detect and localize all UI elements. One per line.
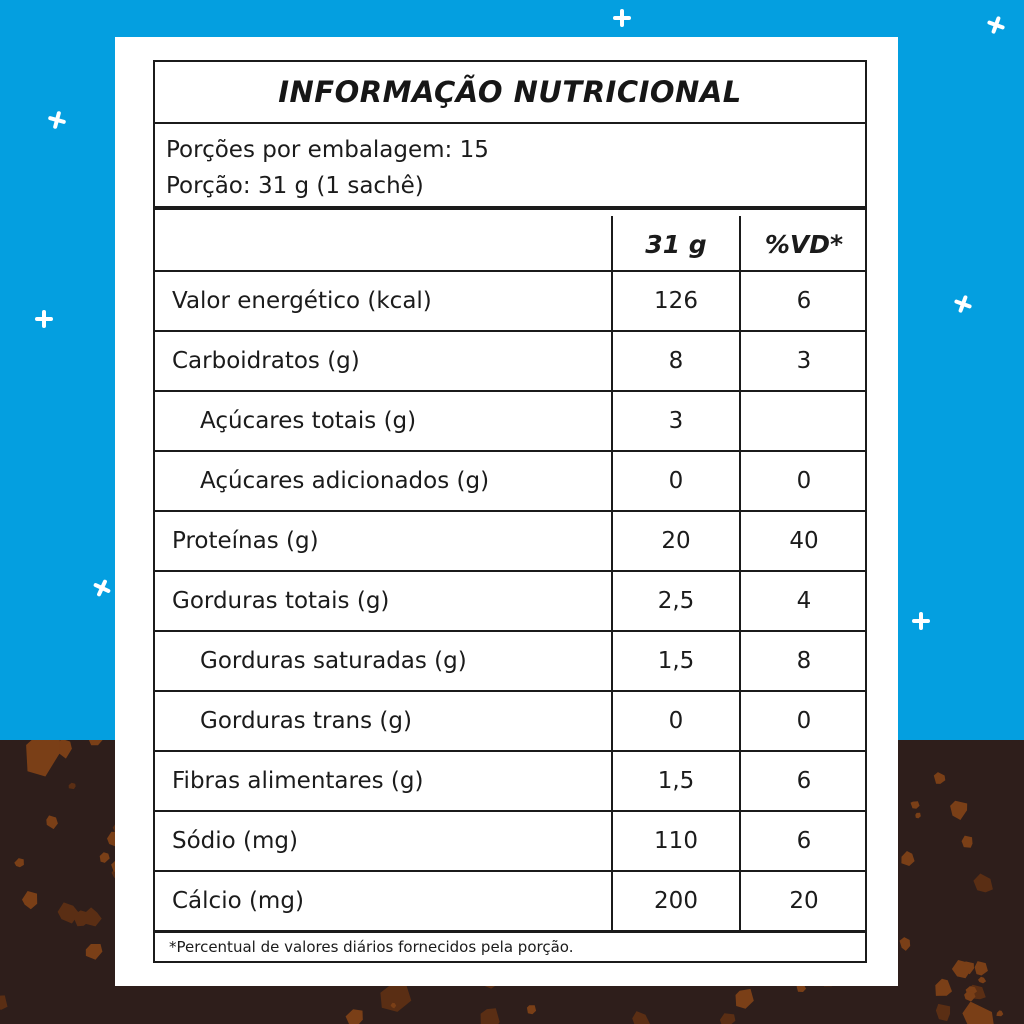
nutrient-amount: 20 [611, 512, 739, 570]
rock-chunk-icon [996, 1010, 1003, 1016]
nutrient-name: Sódio (mg) [172, 828, 298, 854]
nutrient-daily-value: 0 [739, 452, 867, 510]
rock-chunk-icon [934, 772, 946, 784]
table-row [155, 572, 865, 632]
rock-chunk-icon [962, 1002, 994, 1024]
rock-chunk-icon [973, 874, 993, 893]
rock-chunk-icon [46, 815, 58, 829]
plus-sparkle-icon [37, 312, 51, 326]
plus-sparkle-icon [987, 16, 1005, 34]
rock-chunk-icon [975, 961, 988, 975]
servings-per-package: Porções por embalagem: 15 [166, 137, 489, 163]
rock-chunk-icon [0, 995, 8, 1010]
plus-sparkle-icon [93, 579, 112, 598]
rock-chunk-icon [915, 813, 921, 819]
rock-chunk-icon [481, 1008, 500, 1024]
table-row [155, 752, 865, 812]
nutrient-amount: 1,5 [611, 752, 739, 810]
nutrient-amount: 110 [611, 812, 739, 870]
rock-chunk-icon [88, 740, 103, 745]
nutrient-amount: 3 [611, 392, 739, 450]
table-row [155, 512, 865, 572]
rock-chunk-icon [14, 858, 24, 867]
nutrient-daily-value: 40 [739, 512, 867, 570]
nutrient-name: Fibras alimentares (g) [172, 768, 424, 794]
nutrient-amount: 2,5 [611, 572, 739, 630]
rock-chunk-icon [978, 977, 986, 984]
rock-chunk-icon [911, 801, 920, 809]
nutrient-name: Proteínas (g) [172, 528, 319, 554]
table-row [155, 692, 865, 752]
rock-chunk-icon [527, 1005, 536, 1014]
rock-chunk-icon [964, 991, 975, 1002]
serving-size: Porção: 31 g (1 sachê) [166, 173, 424, 199]
rock-chunk-icon [26, 740, 60, 777]
plus-sparkle-icon [48, 111, 65, 128]
rock-chunk-icon [380, 983, 411, 1012]
header-daily-value: %VD* [739, 216, 867, 272]
nutrient-amount: 1,5 [611, 632, 739, 690]
nutrient-amount: 126 [611, 272, 739, 330]
table-row [155, 872, 865, 932]
rock-chunk-icon [950, 801, 967, 820]
nutrient-daily-value [739, 392, 867, 450]
nutrient-amount: 8 [611, 332, 739, 390]
nutrient-daily-value: 6 [739, 272, 867, 330]
nutrient-name: Valor energético (kcal) [172, 288, 432, 314]
header-per-portion: 31 g [611, 216, 739, 272]
nutrient-name: Açúcares adicionados (g) [200, 468, 490, 494]
nutrient-daily-value: 0 [739, 692, 867, 750]
nutrient-name: Gorduras totais (g) [172, 588, 390, 614]
rock-chunk-icon [720, 1013, 736, 1024]
table-row [155, 812, 865, 872]
table-row [155, 452, 865, 512]
plus-sparkle-icon [954, 295, 972, 313]
rock-chunk-icon [100, 852, 110, 863]
nutrient-daily-value: 20 [739, 872, 867, 930]
table-row [155, 332, 865, 392]
nutrient-name: Carboidratos (g) [172, 348, 360, 374]
nutrient-name: Açúcares totais (g) [200, 408, 417, 434]
nutrient-daily-value: 4 [739, 572, 867, 630]
table-header-row [155, 210, 865, 272]
rock-chunk-icon [736, 989, 754, 1009]
serving-info [155, 124, 865, 210]
nutrient-daily-value: 8 [739, 632, 867, 690]
rock-chunk-icon [632, 1011, 650, 1024]
rock-chunk-icon [22, 891, 37, 909]
nutrient-name: Gorduras trans (g) [200, 708, 412, 734]
nutrition-card [115, 37, 898, 986]
nutrient-amount: 0 [611, 452, 739, 510]
rock-chunk-icon [935, 979, 952, 996]
rock-chunk-icon [962, 836, 973, 848]
nutrient-amount: 200 [611, 872, 739, 930]
rock-chunk-icon [900, 937, 911, 951]
nutrient-daily-value: 6 [739, 812, 867, 870]
nutrient-name: Cálcio (mg) [172, 888, 304, 914]
table-row [155, 632, 865, 692]
plus-sparkle-icon [615, 11, 629, 25]
nutrient-amount: 0 [611, 692, 739, 750]
rock-chunk-icon [346, 1009, 363, 1024]
nutrient-name: Gorduras saturadas (g) [200, 648, 467, 674]
rock-chunk-icon [69, 783, 76, 789]
nutrient-daily-value: 6 [739, 752, 867, 810]
nutrient-rows [155, 210, 865, 932]
nutrient-daily-value: 3 [739, 332, 867, 390]
rock-chunk-icon [86, 944, 103, 960]
nutrition-table [153, 60, 867, 963]
table-row [155, 392, 865, 452]
table-row [155, 272, 865, 332]
plus-sparkle-icon [914, 614, 928, 628]
rock-chunk-icon [901, 851, 914, 866]
footnote: *Percentual de valores diários fornecidos pela porção. [155, 931, 865, 961]
table-title: INFORMAÇÃO NUTRICIONAL [155, 62, 865, 124]
rock-chunk-icon [936, 1004, 950, 1021]
